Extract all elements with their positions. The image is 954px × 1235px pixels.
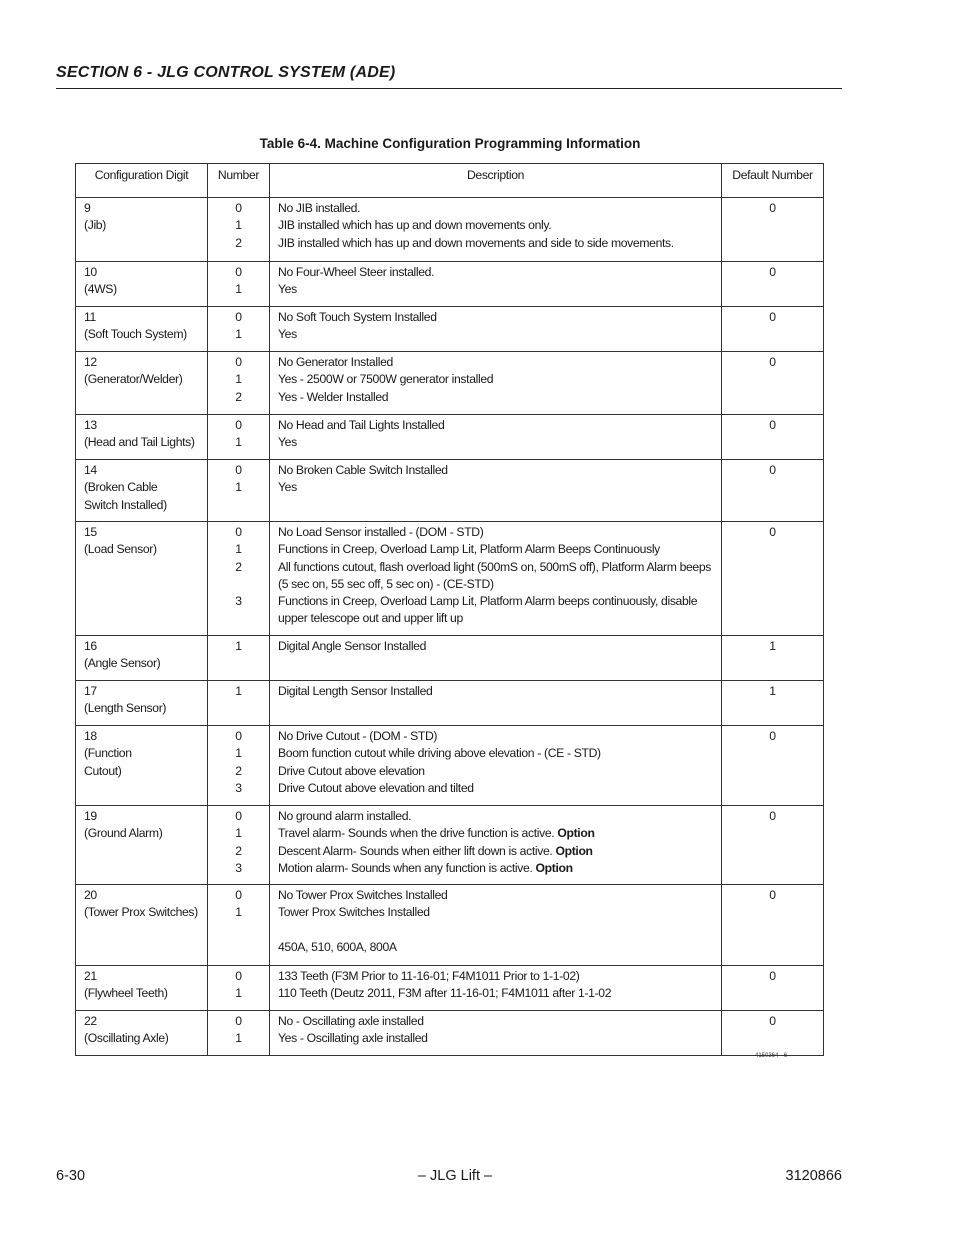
section-header: SECTION 6 - JLG CONTROL SYSTEM (ADE): [56, 64, 396, 81]
number-value: 0: [235, 201, 242, 215]
config-digit-line: 19: [84, 809, 97, 823]
description-text: 450A, 510, 600A, 800A: [278, 939, 397, 954]
number-value: 0: [235, 310, 242, 324]
table-row: [76, 681, 824, 726]
config-digit-line: (Generator/Welder): [84, 372, 183, 387]
number-value: 0: [235, 888, 242, 902]
number-value: 0: [235, 418, 242, 432]
header-rule: [56, 88, 842, 89]
number-value: 1: [235, 327, 242, 342]
config-digit-line: 18: [84, 729, 97, 743]
config-digit-line: (Ground Alarm): [84, 826, 163, 841]
description-text: Yes - Oscillating axle installed: [278, 1031, 428, 1046]
default-number-cell: 0: [722, 806, 824, 885]
description-line: [278, 939, 713, 956]
description-cell: [270, 415, 722, 460]
description-text: No ground alarm installed.: [278, 809, 412, 823]
description-cell: [270, 522, 722, 636]
description-text: Yes: [278, 282, 297, 297]
default-number-cell: 0: [722, 415, 824, 460]
config-digit-cell: [76, 460, 208, 522]
description-text: Tower Prox Switches Installed: [278, 905, 430, 920]
number-cell: [208, 636, 270, 681]
table-row: [76, 885, 824, 966]
config-digit-line: (Function: [84, 746, 132, 761]
number-value: 1: [235, 826, 242, 841]
config-digit-line: 11: [84, 310, 96, 324]
figure-reference: 4150364 - 6: [755, 1053, 788, 1059]
description-line: [278, 985, 713, 1002]
description-text: Motion alarm- Sounds when any function is active.: [278, 860, 533, 875]
config-digit-line: 21: [84, 969, 97, 983]
number-cell: [208, 726, 270, 806]
description-text: Yes - 2500W or 7500W generator installed: [278, 372, 494, 387]
number-value: 1: [235, 639, 242, 653]
number-value: 1: [235, 435, 242, 450]
description-text: Functions in Creep, Overload Lamp Lit, Platform Alarm beeps continuously, disable upper telescope out and upper lift up: [278, 594, 698, 626]
table-row: [76, 726, 824, 806]
number-cell: [208, 806, 270, 885]
description-line: [278, 968, 713, 985]
description-line: [278, 728, 713, 745]
document-number: 3120866: [785, 1168, 842, 1184]
table-row: [76, 1011, 824, 1056]
config-digit-cell: [76, 307, 208, 352]
config-digit-cell: [76, 522, 208, 636]
table-row: [76, 415, 824, 460]
description-text: Travel alarm- Sounds when the drive function is active.: [278, 826, 555, 841]
number-cell: [208, 415, 270, 460]
config-digit-line: 9: [84, 201, 91, 215]
description-cell: [270, 726, 722, 806]
table-row: [76, 806, 824, 885]
description-line: [278, 462, 713, 479]
description-text: Yes: [278, 435, 297, 450]
number-value: 1: [235, 480, 242, 495]
config-digit-cell: [76, 1011, 208, 1056]
description-cell: [270, 636, 722, 681]
table-header-row: [76, 164, 824, 198]
option-label: Option: [557, 826, 595, 841]
number-value: 2: [235, 559, 242, 574]
default-number-cell: 0: [722, 1011, 824, 1056]
number-value: 1: [235, 372, 242, 387]
number-value: 2: [235, 235, 242, 250]
default-number-cell: 1: [722, 681, 824, 726]
config-digit-line: (Head and Tail Lights): [84, 435, 195, 450]
description-text: No - Oscillating axle installed: [278, 1014, 424, 1028]
description-text: Digital Angle Sensor Installed: [278, 639, 427, 653]
description-line: [278, 860, 713, 877]
description-line: [278, 887, 713, 904]
default-number-cell: 0: [722, 966, 824, 1011]
config-digit-line: 16: [84, 639, 97, 653]
table-row: [76, 307, 824, 352]
description-line: [278, 745, 713, 762]
description-line: [278, 309, 713, 326]
number-value: 0: [235, 809, 242, 823]
config-digit-line: (Load Sensor): [84, 542, 157, 557]
description-text: 133 Teeth (F3M Prior to 11-16-01; F4M1011 Prior to 1-1-02): [278, 969, 580, 983]
number-value: 3: [235, 780, 242, 795]
config-digit-line: 12: [84, 355, 97, 369]
config-digit-cell: [76, 726, 208, 806]
number-value: 0: [235, 265, 242, 279]
number-value: 1: [235, 746, 242, 761]
description-line: [278, 541, 713, 558]
description-text: Functions in Creep, Overload Lamp Lit, Platform Alarm Beeps Continuously: [278, 542, 660, 557]
number-value: 1: [235, 1031, 242, 1046]
number-cell: [208, 352, 270, 415]
footer-title: – JLG Lift –: [417, 1168, 493, 1184]
table-row: [76, 636, 824, 681]
description-text: All functions cutout, flash overload light (500mS on, 500mS off), Platform Alarm beeps (5 sec on, 55 sec off, 5 sec on) - (CE-STD): [278, 559, 712, 591]
number-cell: [208, 198, 270, 262]
config-table: [75, 163, 824, 1056]
description-text: No Load Sensor installed - (DOM - STD): [278, 525, 484, 539]
config-digit-line: (Flywheel Teeth): [84, 986, 168, 1001]
number-value: 0: [235, 525, 242, 539]
default-number-cell: 1: [722, 636, 824, 681]
description-text: Drive Cutout above elevation and tilted: [278, 780, 474, 795]
table-row: [76, 966, 824, 1011]
col-header-config-digit: Configuration Digit: [76, 164, 208, 198]
number-value: 1: [235, 218, 242, 233]
number-value: 1: [235, 905, 242, 920]
config-digit-line: 22: [84, 1014, 97, 1028]
config-digit-line: (4WS): [84, 282, 117, 297]
description-line: [278, 808, 713, 825]
description-line: [278, 1030, 713, 1047]
config-digit-line: 10: [84, 265, 97, 279]
description-line: [278, 763, 713, 780]
description-text: No Drive Cutout - (DOM - STD): [278, 729, 438, 743]
config-digit-cell: [76, 806, 208, 885]
number-cell: [208, 307, 270, 352]
default-number-cell: 0: [722, 198, 824, 262]
description-line: [278, 371, 713, 388]
description-text: No Broken Cable Switch Installed: [278, 463, 448, 477]
description-text: No Tower Prox Switches Installed: [278, 888, 448, 902]
description-line: [278, 843, 713, 860]
config-digit-cell: [76, 262, 208, 307]
description-line: [278, 326, 713, 343]
description-line: [278, 904, 713, 921]
config-digit-cell: [76, 352, 208, 415]
number-cell: [208, 1011, 270, 1056]
description-line: [278, 281, 713, 298]
description-cell: [270, 352, 722, 415]
number-cell: [208, 885, 270, 966]
number-cell: [208, 522, 270, 636]
description-cell: [270, 966, 722, 1011]
config-digit-cell: [76, 636, 208, 681]
description-text: 110 Teeth (Deutz 2011, F3M after 11-16-01; F4M1011 after 1-1-02: [278, 986, 612, 1001]
table-row: [76, 198, 824, 262]
description-cell: [270, 1011, 722, 1056]
description-text: Yes - Welder Installed: [278, 389, 389, 404]
number-value: 2: [235, 843, 242, 858]
number-value: 3: [235, 860, 242, 875]
default-number-cell: 0: [722, 307, 824, 352]
description-line: [278, 434, 713, 451]
description-text: Boom function cutout while driving above elevation - (CE - STD): [278, 746, 601, 761]
table-title: Table 6-4. Machine Configuration Programming Information: [259, 136, 641, 151]
config-digit-line: (Broken Cable: [84, 480, 158, 495]
number-value: 1: [235, 282, 242, 297]
description-line: [278, 593, 713, 628]
page-number: 6-30: [56, 1168, 86, 1184]
description-text: No Four-Wheel Steer installed.: [278, 265, 435, 279]
table-row: [76, 352, 824, 415]
description-text: JIB installed which has up and down movements and side to side movements.: [278, 235, 674, 250]
number-value: 0: [235, 355, 242, 369]
description-line: [278, 264, 713, 281]
table-row: [76, 522, 824, 636]
default-number-cell: 0: [722, 522, 824, 636]
config-digit-line: 17: [84, 684, 97, 698]
config-digit-cell: [76, 681, 208, 726]
default-number-cell: 0: [722, 460, 824, 522]
table-row: [76, 262, 824, 307]
number-value: 1: [235, 542, 242, 557]
config-digit-line: Cutout): [84, 763, 122, 778]
table-row: [76, 460, 824, 522]
number-value: 2: [235, 763, 242, 778]
description-spacer: [278, 922, 713, 939]
description-text: Descent Alarm- Sounds when either lift down is active.: [278, 843, 553, 858]
config-digit-cell: [76, 885, 208, 966]
description-cell: [270, 806, 722, 885]
description-line: [278, 1013, 713, 1030]
number-cell: [208, 681, 270, 726]
number-value: 0: [235, 969, 242, 983]
default-number-cell: 0: [722, 726, 824, 806]
option-label: Option: [535, 860, 573, 875]
description-text: No Head and Tail Lights Installed: [278, 418, 445, 432]
config-digit-cell: [76, 966, 208, 1011]
description-cell: [270, 198, 722, 262]
config-digit-line: 14: [84, 463, 97, 477]
description-line: [278, 825, 713, 842]
config-digit-cell: [76, 415, 208, 460]
number-cell: [208, 966, 270, 1011]
config-digit-line: 15: [84, 525, 97, 539]
description-line: [278, 683, 713, 700]
number-value: 3: [235, 593, 242, 608]
config-digit-line: (Length Sensor): [84, 701, 167, 716]
description-text: Drive Cutout above elevation: [278, 763, 425, 778]
description-cell: [270, 460, 722, 522]
config-digit-cell: [76, 198, 208, 262]
number-value: 0: [235, 729, 242, 743]
description-line: [278, 354, 713, 371]
default-number-cell: 0: [722, 262, 824, 307]
number-cell: [208, 460, 270, 522]
config-digit-line: 20: [84, 888, 97, 902]
option-label: Option: [555, 843, 593, 858]
default-number-cell: 0: [722, 885, 824, 966]
description-text: Digital Length Sensor Installed: [278, 684, 433, 698]
config-digit-line: (Jib): [84, 218, 106, 233]
description-text: Yes: [278, 327, 297, 342]
number-value: 0: [235, 1014, 242, 1028]
col-header-description: Description: [270, 164, 722, 198]
number-value: 1: [235, 684, 242, 698]
description-line: [278, 389, 713, 406]
number-value: 1: [235, 986, 242, 1001]
description-text: Yes: [278, 480, 297, 495]
config-digit-line: (Tower Prox Switches): [84, 905, 198, 920]
description-cell: [270, 307, 722, 352]
description-line: [278, 200, 713, 217]
description-text: JIB installed which has up and down movements only.: [278, 218, 552, 233]
description-line: [278, 524, 713, 541]
default-number-cell: 0: [722, 352, 824, 415]
config-digit-line: (Oscillating Axle): [84, 1031, 169, 1046]
number-cell: [208, 262, 270, 307]
col-header-default-number: Default Number: [722, 164, 824, 198]
description-line: [278, 479, 713, 496]
description-text: No Generator Installed: [278, 355, 393, 369]
config-digit-line: (Angle Sensor): [84, 656, 161, 671]
config-digit-line: (Soft Touch System): [84, 327, 187, 342]
number-value: 0: [235, 463, 242, 477]
description-line: [278, 780, 713, 797]
config-digit-line: 13: [84, 418, 97, 432]
description-line: [278, 638, 713, 655]
table-body: [76, 198, 824, 1056]
description-line: [278, 217, 713, 234]
description-line: [278, 417, 713, 434]
description-line: [278, 235, 713, 252]
description-cell: [270, 681, 722, 726]
number-value: 2: [235, 389, 242, 404]
config-digit-line: Switch Installed): [84, 497, 167, 512]
number-spacer: [216, 576, 261, 593]
description-text: No Soft Touch System Installed: [278, 310, 437, 324]
description-line: [278, 559, 713, 594]
description-cell: [270, 885, 722, 966]
description-cell: [270, 262, 722, 307]
col-header-number: Number: [208, 164, 270, 198]
description-text: No JIB installed.: [278, 201, 361, 215]
